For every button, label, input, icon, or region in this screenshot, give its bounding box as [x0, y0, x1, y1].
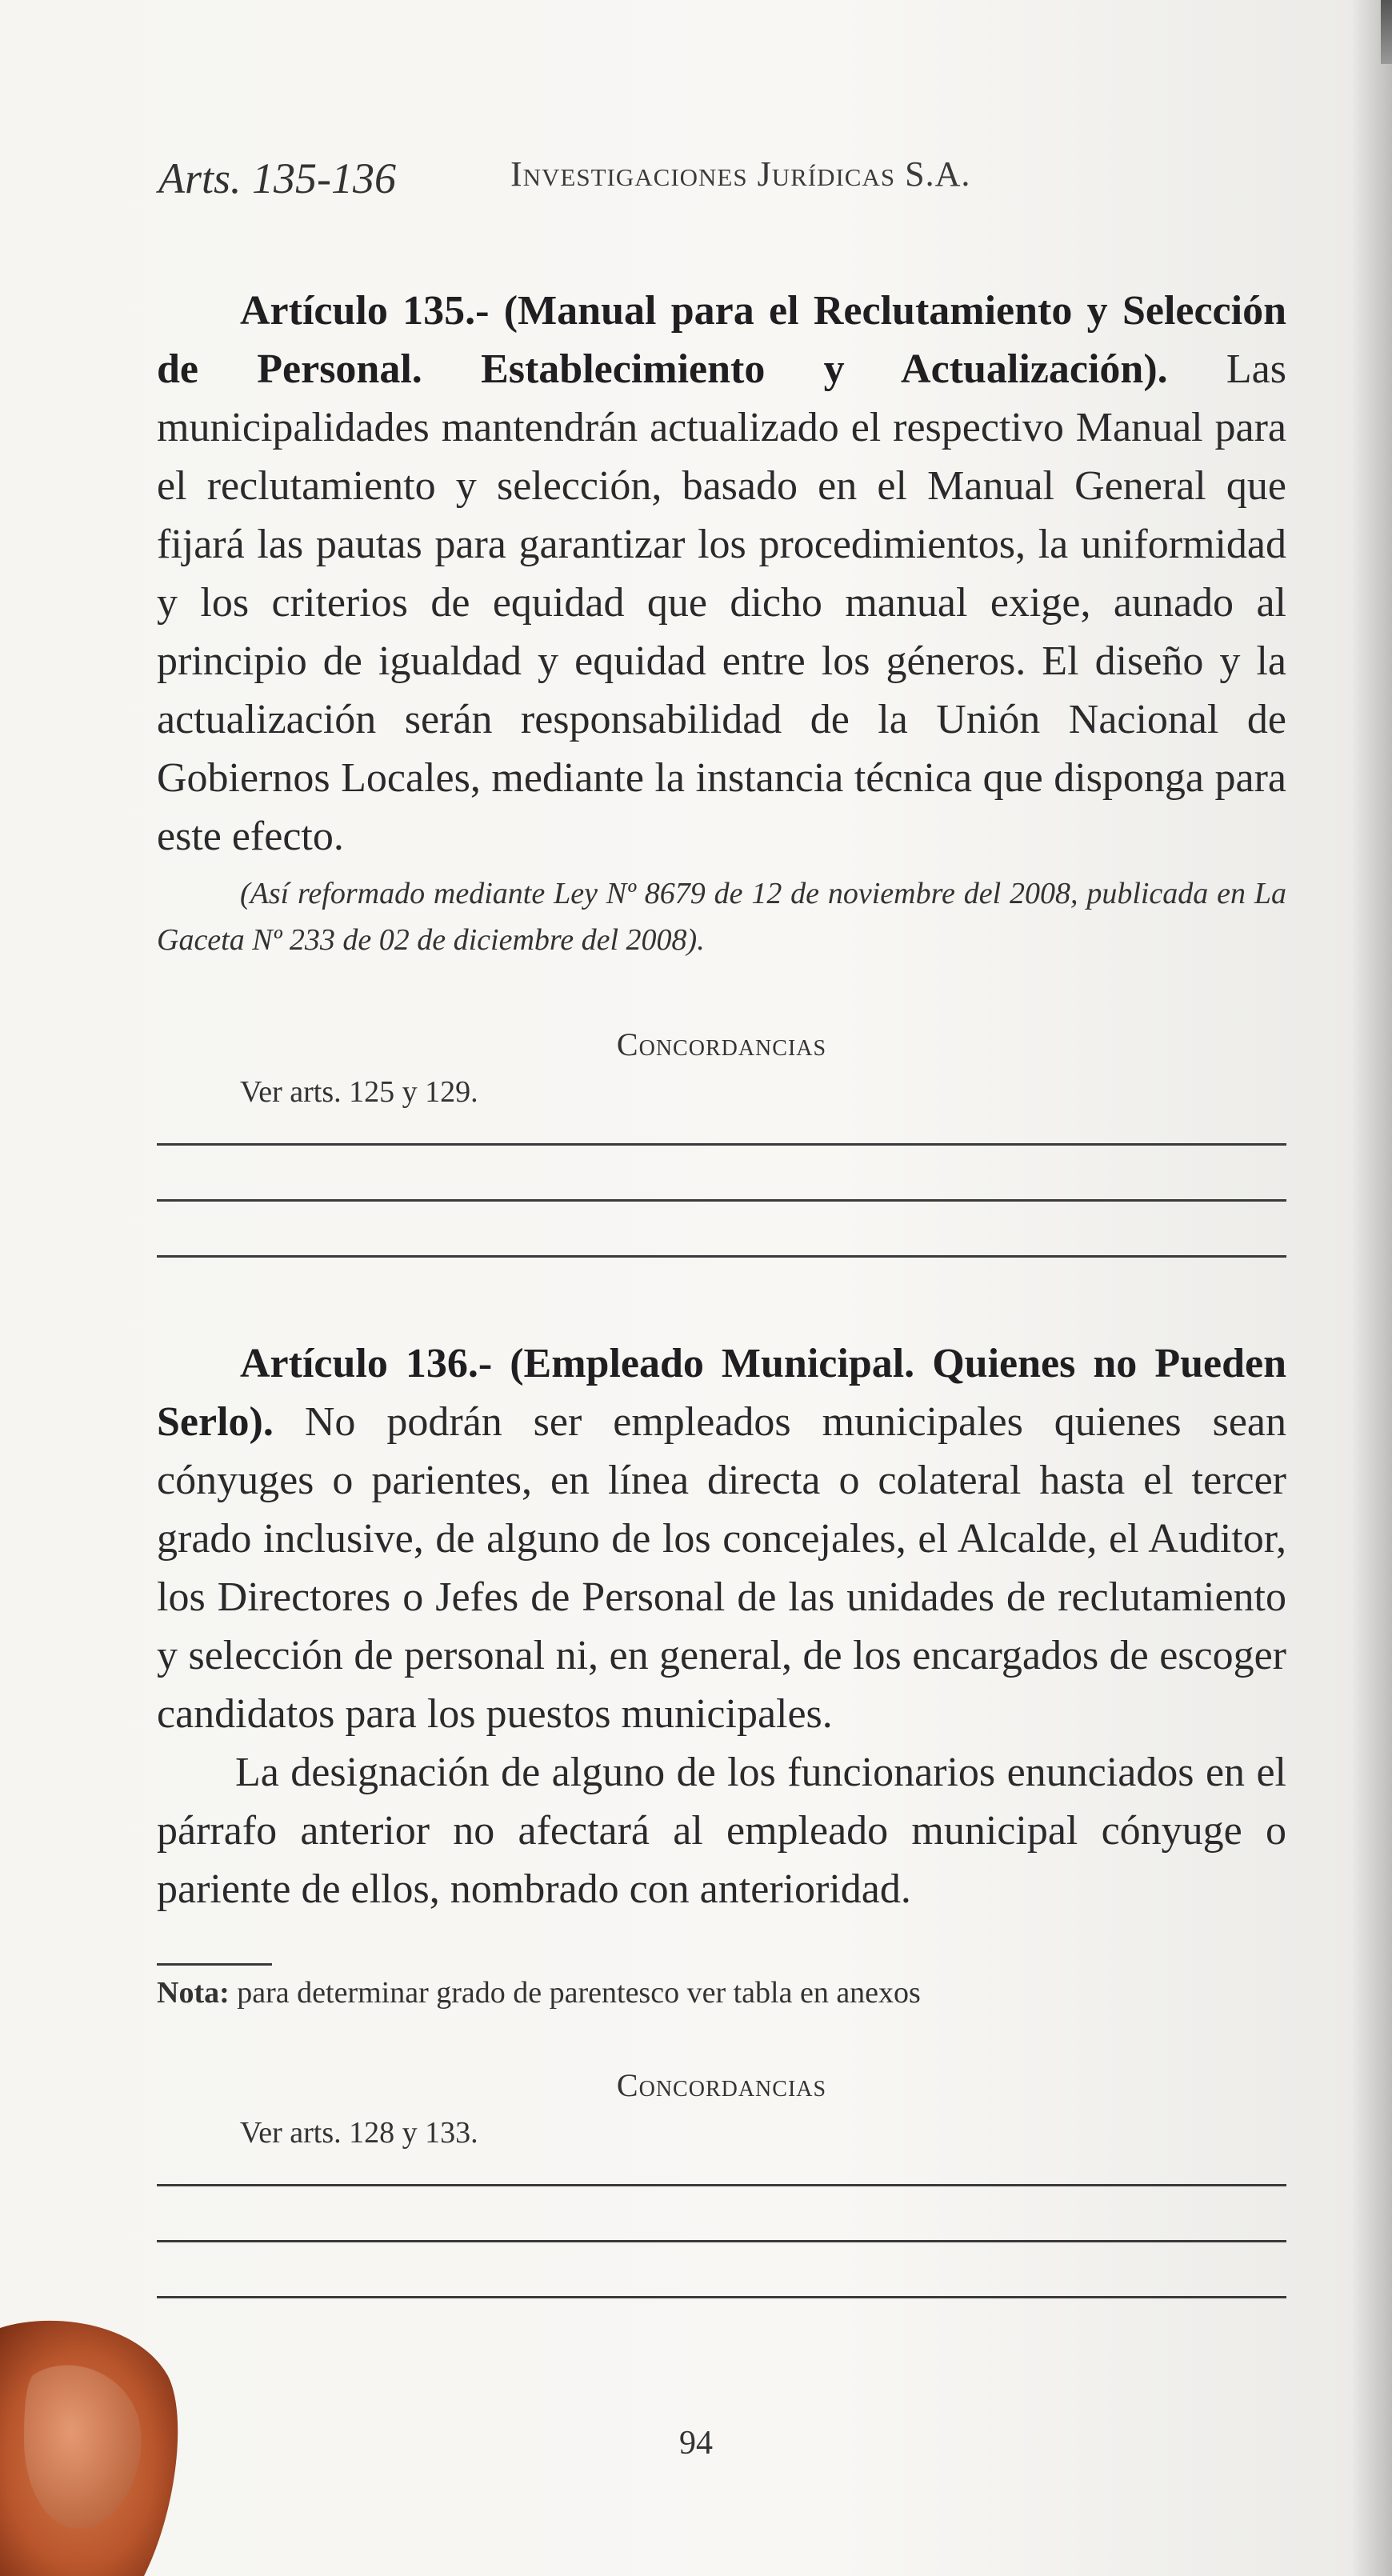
- running-head-articles: Arts. 135-136: [158, 154, 396, 202]
- running-head-publisher: Investigaciones Jurídicas S.A.: [510, 154, 971, 194]
- running-head: [158, 144, 1294, 216]
- blank-note-lines: [157, 1143, 1286, 1258]
- article-136-body: No podrán ser empleados municipales quienes sean cónyuges o parientes, en línea directa o colateral hasta el tercer grado inclusive, de alguno de los concejales, el Alcalde, el Auditor, los Directores o Jefes de Personal de las unidades de reclutamiento y selección de personal ni, en general, de los encargados de escoger candidatos para los puestos municipales.: [157, 1399, 1287, 1737]
- article-135: [157, 282, 1286, 866]
- blank-line: [157, 2296, 1286, 2298]
- concordancias-refs: Ver arts. 128 y 133.: [240, 2116, 478, 2150]
- concordancias-title: Concordancias: [616, 1026, 827, 1062]
- blank-line: [157, 1199, 1286, 1202]
- page-edge-shadow: [1381, 0, 1392, 64]
- blank-note-lines: [157, 2184, 1286, 2298]
- article-136: [157, 1334, 1286, 1918]
- page-content: [157, 282, 1286, 2298]
- page-number: 94: [679, 2425, 713, 2462]
- article-136-paragraph-1: [157, 1334, 1286, 1743]
- blank-line: [157, 2240, 1286, 2242]
- concordancias-refs: Ver arts. 125 y 129.: [240, 1075, 478, 1109]
- article-136-paragraph-2: La designación de alguno de los funcionarios enunciados en el párrafo anterior no afectará al empleado municipal cónyuge o pariente de ellos, nombrado con anterioridad.: [157, 1750, 1286, 1912]
- article-135-paragraph: [157, 282, 1286, 866]
- footnote-separator: [157, 1963, 272, 1966]
- article-135-body: Las municipalidades mantendrán actualizado el respectivo Manual para el reclutamiento y selección, basado en el Manual General que fijará las pautas para garantizar los procedimientos, la uniformidad y los criterios de equidad que dicho manual exige, aunado al principio de igualdad y equidad entre los géneros. El diseño y la actualización serán responsabilidad de la Unión Nacional de Gobiernos Locales, mediante la instancia técnica que disponga para este efecto.: [157, 346, 1287, 859]
- footnote: [157, 1975, 1286, 2010]
- blank-line: [157, 1255, 1286, 1258]
- article-135-reform-note: (Así reformado mediante Ley Nº 8679 de 12 de noviembre del 2008, publicada en La Gaceta Nº 233 de 02 de diciembre del 2008).: [157, 877, 1286, 957]
- thumb-image: [0, 2304, 184, 2576]
- article-136-heading: Artículo 136.- (Empleado Municipal. Quienes no Pueden Serlo).: [157, 1341, 1286, 1445]
- blank-line: [157, 2184, 1286, 2186]
- article-135-heading: Artículo 135.- (Manual para el Reclutamiento y Selección de Personal. Establecimiento y Actualización).: [157, 288, 1286, 392]
- article-136-concordancias: [157, 2066, 1286, 2298]
- footnote-label: Nota:: [157, 1976, 230, 2010]
- footnote-text: para determinar grado de parentesco ver tabla en anexos: [237, 1976, 921, 2010]
- concordancias-title: Concordancias: [616, 2067, 827, 2103]
- blank-line: [157, 1143, 1286, 1146]
- article-135-concordancias: [157, 1026, 1286, 1258]
